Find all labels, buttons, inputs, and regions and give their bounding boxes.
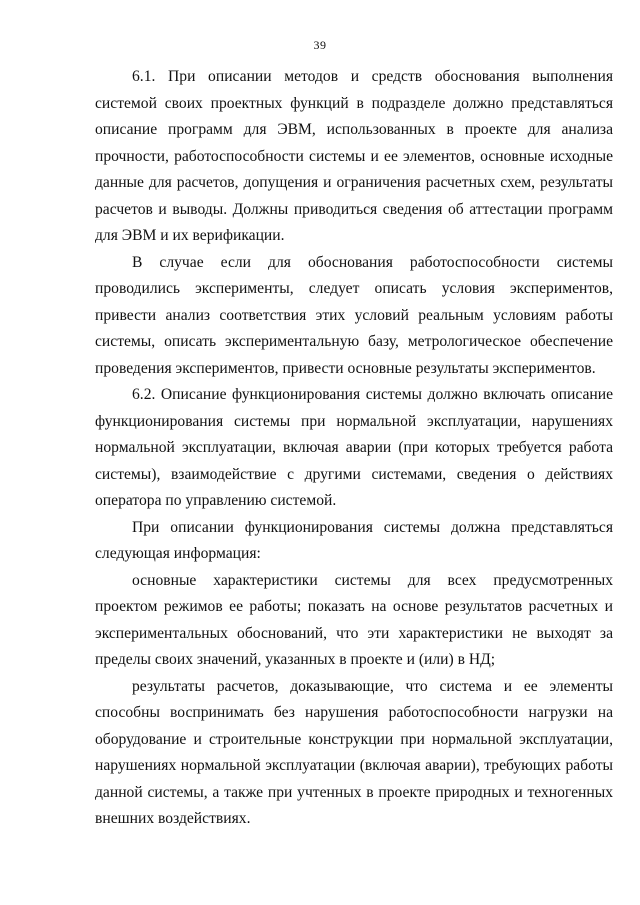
document-body bbox=[95, 64, 613, 833]
paragraph-6-1: 6.1. При описании методов и средств обоснования выполнения системой своих проектных функций в подразделе должно представляться описание программ для ЭВМ, использованных в проекте для анализа прочности, работоспособности системы и ее элементов, основные исходные данные для расчетов, допущения и ограничения расчетных схем, результаты расчетов и выводы. Должны приводиться сведения об аттестации программ для ЭВМ и их верификации. bbox=[95, 68, 613, 244]
paragraph-experiments: В случае если для обоснования работоспособности системы проводились эксперименты, следует описать условия экспериментов, привести анализ соответствия этих условий реальным условиям работы системы, описать экспериментальную базу, метрологическое обеспечение проведения экспериментов, привести основные результаты экспериментов. bbox=[95, 253, 613, 377]
paragraph-6-2: 6.2. Описание функционирования системы должно включать описание функционирования системы при нормальной эксплуатации, нарушениях нормальной эксплуатации, включая аварии (при которых требуется работа системы), взаимодействие с другими системами, сведения о действиях оператора по управлению системой. bbox=[95, 386, 613, 509]
paragraph-main-characteristics: основные характеристики системы для всех предусмотренных проектом режимов ее работы; показать на основе результатов расчетных и экспериментальных обоснований, что эти характеристики не выходят за пределы своих значений, указанных в проекте и (или) в НД; bbox=[95, 571, 613, 668]
paragraph-information-intro: При описании функционирования системы должна представляться следующая информация: bbox=[95, 518, 613, 562]
page-number: 39 bbox=[313, 38, 327, 52]
paragraph-calculation-results: результаты расчетов, доказывающие, что система и ее элементы способны воспринимать без нарушения работоспособности нагрузки на оборудование и строительные конструкции при нормальной эксплуатации, нарушениях нормальной эксплуатации (включая аварии), требующих работы данной системы, а также при учтенных в проекте природных и техногенных внешних воздействиях. bbox=[95, 677, 613, 827]
